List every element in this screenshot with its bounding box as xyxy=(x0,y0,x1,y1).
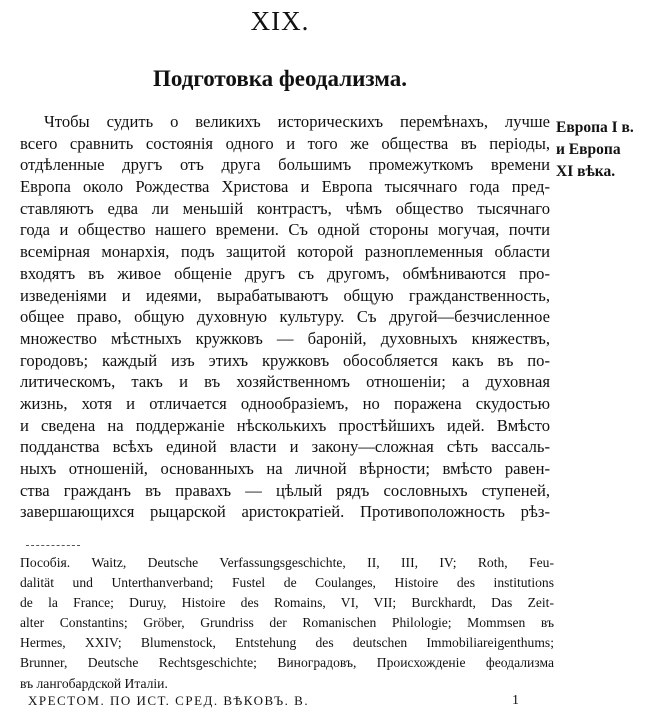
body-line: входятъ въ живое общенiе другъ съ другомъ, обмѣниваются про- xyxy=(20,263,550,283)
notes-line: въ лангобардской Италiи. xyxy=(20,675,168,691)
body-line: отдѣленные другъ отъ друга большимъ промежуткомъ времени xyxy=(20,155,550,175)
bibliography-notes xyxy=(20,553,554,694)
marginal-note-line: и Европа xyxy=(556,141,621,158)
body-line: общее право, общую духовную культуру. Съ другой—безчисленное xyxy=(20,307,550,327)
footer-signature: ХРЕСТОМ. ПО ИСТ. СРЕД. ВѢКОВЪ. В. xyxy=(28,693,310,708)
body-line: Европа около Рождества Христова и Европа тысячнаго года пред- xyxy=(20,177,550,197)
chapter-number: XIX. xyxy=(250,6,310,36)
body-line: завершающихся рыцарской аристократiей. Противоположность рѣз- xyxy=(20,502,550,522)
body-line: жизнь, хотя и отличается однообразiемъ, но поражена скудостью xyxy=(20,393,550,413)
notes-line: alter Constantins; Gröber, Grundriss der Romanischen Philologie; Mommsen въ xyxy=(20,615,554,631)
marginal-note-line: Европа I в. xyxy=(556,119,634,136)
body-line: всего сравнить состоянiя одного и того же общества въ перiоды, xyxy=(20,133,550,153)
chapter-title: Подготовка феодализма. xyxy=(152,66,408,91)
marginal-note-line: XI вѣка. xyxy=(556,163,616,180)
body-line: литическомъ, такъ и въ хозяйственномъ отношенiи; а духовная xyxy=(20,372,550,392)
body-text xyxy=(20,111,550,523)
footnote-divider xyxy=(26,545,80,546)
body-line: ставляютъ едва ли меньшiй контрастъ, чѣмъ общество тысячнаго xyxy=(20,198,550,218)
page-number: 1 xyxy=(512,693,521,708)
page-footer xyxy=(28,693,548,709)
body-line: всемiрная монархiя, подъ защитой которой разноплеменныя области xyxy=(20,242,550,262)
notes-line: de la France; Duruy, Histoire des Romains, VI, VII; Burckhardt, Das Zeit- xyxy=(20,595,554,611)
body-line: множество мѣстныхъ кружковъ — баронiй, духовныхъ княжествъ, xyxy=(20,328,550,348)
body-line: подданства всѣхъ единой власти и закону—сложная сѣть вассаль- xyxy=(20,437,550,457)
body-line: Чтобы судить о великихъ историческихъ перемѣнахъ, лучше xyxy=(44,112,550,131)
notes-line: Brunner, Deutsche Rechtsgeschichte; Виноградовъ, Происхожденiе феодализма xyxy=(20,655,554,671)
body-line: года и общество нашего времени. Съ одной стороны могучая, почти xyxy=(20,220,550,240)
notes-line: dalität und Unterthanverband; Fustel de Coulanges, Histoire des institutions xyxy=(20,575,554,591)
body-line: изведенiями и идеями, вырабатываютъ общую гражданственность, xyxy=(20,285,550,305)
notes-line: Пособiя. Waitz, Deutsche Verfassungsgeschichte, II, III, IV; Roth, Feu- xyxy=(20,555,554,570)
body-line: ныхъ отношенiй, основанныхъ на личной вѣрности; вмѣсто равен- xyxy=(20,459,550,478)
marginal-note xyxy=(556,117,650,183)
body-line: и сведена на поддержанiе нѣсколькихъ простѣйшихъ идей. Вмѣсто xyxy=(20,415,550,435)
body-line: ства гражданъ въ правахъ — цѣлый рядъ сословныхъ ступеней, xyxy=(20,480,550,500)
notes-line: Hermes, XXIV; Blumenstock, Entstehung des deutschen Immobiliareigenthums; xyxy=(20,635,554,651)
body-line: городовъ; каждый изъ этихъ кружковъ обособляется какъ въ по- xyxy=(20,350,550,370)
